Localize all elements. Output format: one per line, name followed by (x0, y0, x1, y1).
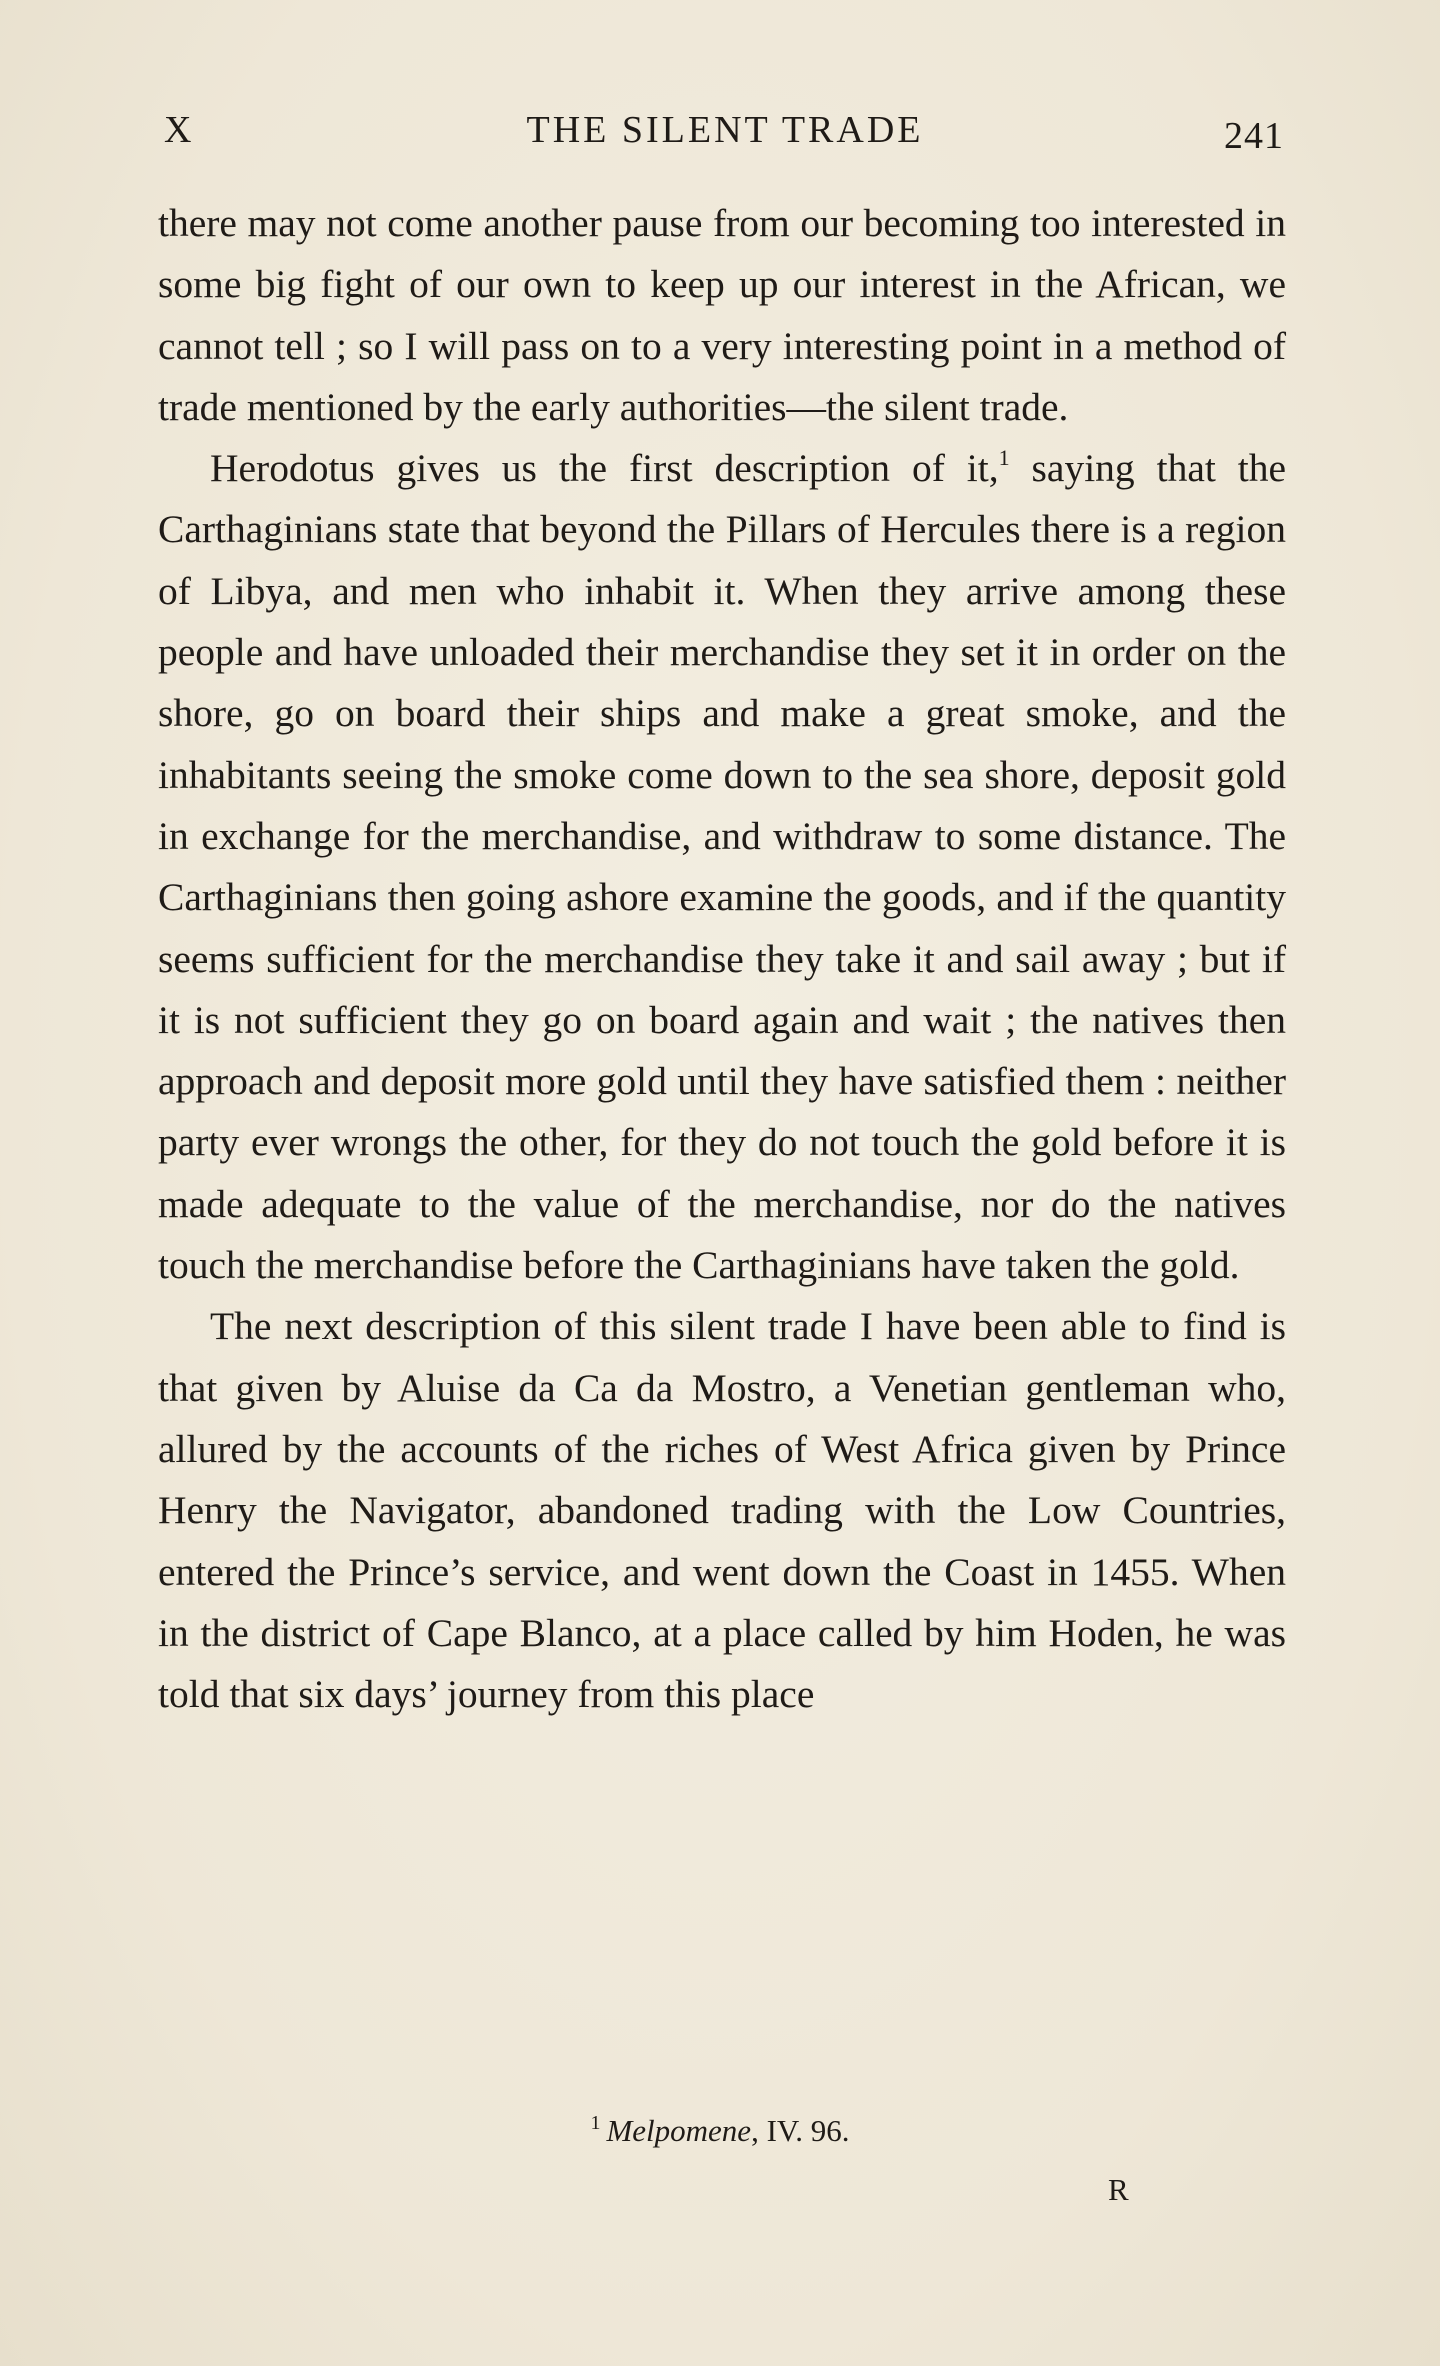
body-text (158, 193, 1286, 1725)
footnote-reference-text: , IV. 96. (751, 2113, 850, 2148)
paragraph-cadamosto: The next description of this silent trade I have been able to find is that given by Aluise da Ca da Mostro, a Venetian gentleman who, allured by the accounts of the riches of West Africa given by Prince Henry the Navigator, abandoned trading with the Low Countries, entered the Prince’s service, and went down the Coast in 1455. When in the district of Cape Blanco, at a place called by him Hoden, he was told that six days’ journey from this place (158, 1304, 1286, 1717)
footnote (0, 2112, 1440, 2149)
running-title: THE SILENT TRADE (526, 109, 924, 151)
footnote-reference: 1 (998, 445, 1010, 471)
running-head (160, 108, 1290, 158)
paragraph-continued: there may not come another pause from our becoming too interested in some big fight of our own to keep up our interest in the African, we cannot tell ; so I will pass on to a very interesting point in a method of trade mentioned by the early authorities—the silent trade. (158, 201, 1286, 429)
page-number: 241 (1224, 115, 1284, 157)
footnote-marker: 1 (590, 2112, 601, 2134)
signature-mark: R (1108, 2172, 1129, 2207)
paragraph-herodotus-text: Herodotus gives us the first description of it, (210, 446, 999, 491)
footnote-work-title: Melpomene (606, 2113, 752, 2148)
paragraph-herodotus-text-cont: saying that the Carthaginians state that beyond the Pillars of Hercules there is a region of Libya, and men who inhabit it. When they arrive among these people and have unloaded their merchandise they set it in order on the shore, go on board their ships and make a great smoke, and the inhabitants seeing the smoke come down to the sea shore, deposit gold in exchange for the merchandise, and withdraw to some distance. The Carthaginians then going ashore examine the goods, and if the quantity seems sufficient for the merchandise they take it and sail away ; but if it is not sufficient they go on board again and wait ; the natives then approach and deposit more gold until they have satisfied them : neither party ever wrongs the other, for they do not touch the gold before it is made adequate to the value of the merchandise, nor do the natives touch the merchandise before the Carthaginians have taken the gold. (158, 446, 1286, 1288)
chapter-number: X (164, 109, 194, 151)
paragraph-herodotus (158, 438, 1286, 1296)
